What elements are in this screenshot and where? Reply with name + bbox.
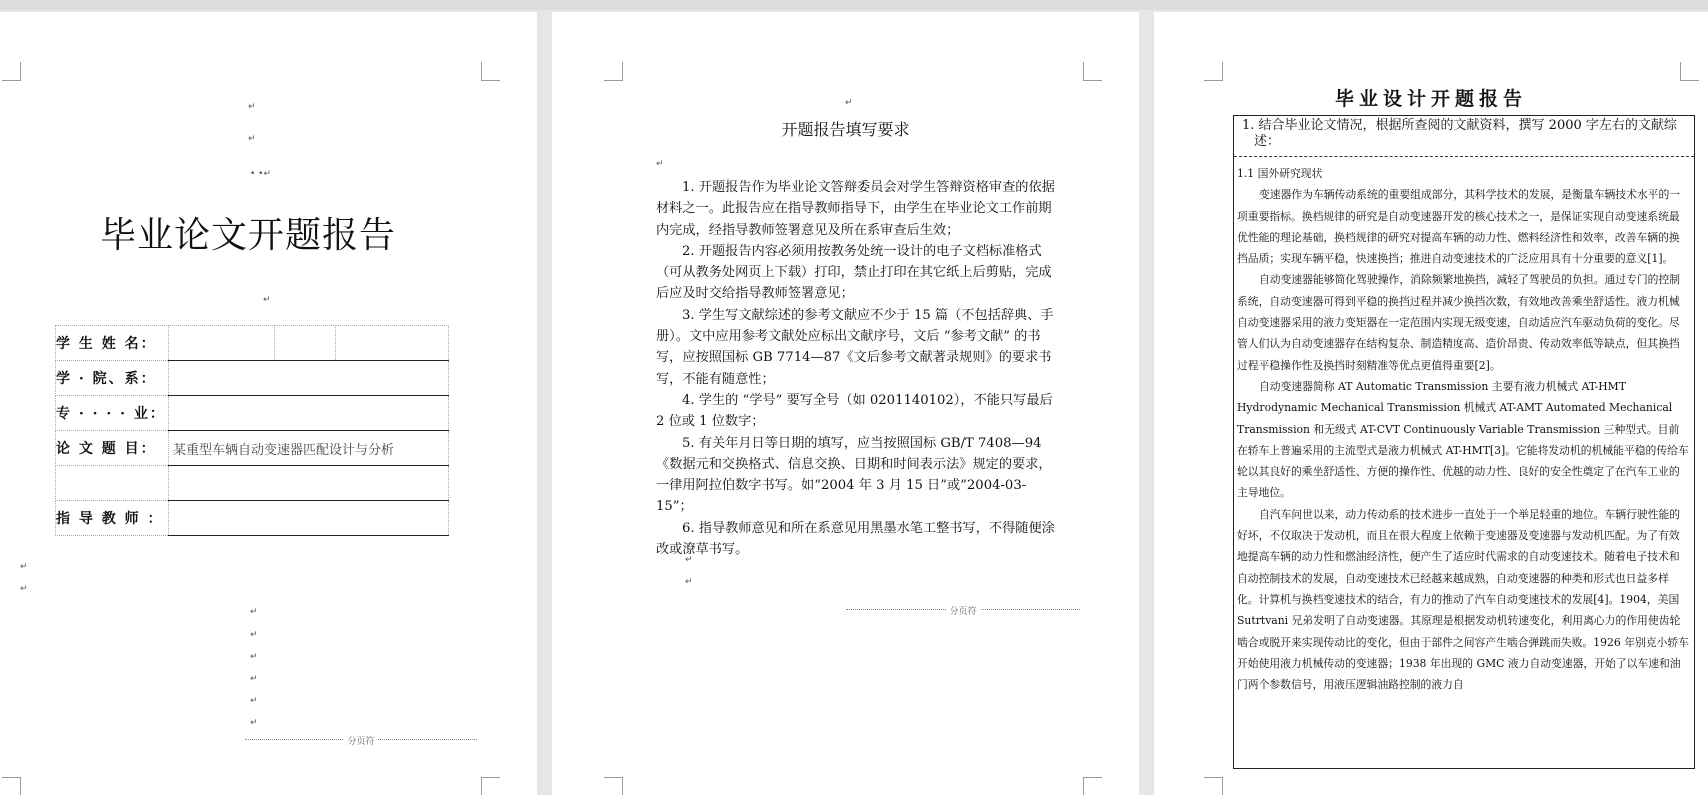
row-label: 学 生 姓 名： bbox=[56, 326, 169, 361]
literature-review-box bbox=[1233, 115, 1695, 769]
requirements-list bbox=[656, 177, 1058, 560]
name-field[interactable] bbox=[169, 326, 275, 361]
document-top-bar bbox=[0, 0, 1708, 10]
page-title: 毕业论文开题报告 bbox=[100, 215, 397, 256]
requirement-item: 6. 指导教师意见和所在系意见用黑墨水笔工整书写，不得随便涂改或潦草书写。 bbox=[656, 520, 1055, 558]
paragraph-mark: ↵ bbox=[656, 159, 664, 169]
paragraph-mark: ↵ bbox=[845, 98, 853, 108]
paragraph-mark: ↵ bbox=[250, 696, 258, 706]
row-label: 专 · · · · 业： bbox=[56, 396, 169, 431]
thesis-topic-field-line2[interactable] bbox=[169, 466, 449, 501]
name-field[interactable] bbox=[275, 326, 336, 361]
major-field[interactable] bbox=[169, 396, 449, 431]
page-title: 毕业设计开题报告 bbox=[1334, 88, 1527, 110]
row-label: 指 导 教 师 ： bbox=[56, 501, 169, 536]
row-label: 论 文 题 目： bbox=[56, 431, 169, 466]
page-break-label: 分页符 bbox=[344, 737, 377, 747]
page-title: 开题报告填写要求 bbox=[781, 120, 910, 139]
crop-mark bbox=[481, 62, 500, 81]
review-body bbox=[1234, 157, 1694, 695]
paragraph-mark: ↵ bbox=[263, 295, 271, 305]
table-row bbox=[56, 501, 449, 536]
requirement-item: 5. 有关年月日等日期的填写，应当按照国标 GB/T 7408—94《数据元和交换格式、信息交换、日期和时间表示法》规定的要求，一律用阿拉伯数字书写。如“2004 年 3 月 15 日”或“2004-03-15”； bbox=[656, 435, 1052, 515]
paragraph-mark: ↵ bbox=[20, 562, 28, 572]
crop-mark bbox=[2, 777, 21, 795]
paragraph-mark: ↵ bbox=[250, 630, 258, 640]
name-field[interactable] bbox=[336, 326, 449, 361]
thesis-topic-field[interactable]: 某重型车辆自动变速器匹配设计与分析 bbox=[169, 431, 449, 466]
paragraph-mark: ↵ bbox=[685, 555, 693, 565]
paragraph-mark: ↵ bbox=[20, 584, 28, 594]
page-break-label: 分页符 bbox=[946, 607, 979, 617]
table-row bbox=[56, 361, 449, 396]
paragraph-mark: ↵ bbox=[250, 607, 258, 617]
table-row bbox=[56, 326, 449, 361]
crop-mark bbox=[1204, 777, 1223, 795]
paragraph-mark: ↵ bbox=[248, 102, 256, 112]
review-paragraph: 变速器作为车辆传动系统的重要组成部分，其科学技术的发展，是衡量车辆技术水平的一项重要指标。换档规律的研究是自动变速器开发的核心技术之一，是保证实现自动变速系统最优性能的理论基础，换档规律的研究对提高车辆的动力性、燃料经济性和效率，改善车辆的换挡品质；实现车辆平稳，快速换挡；推进自动变速技术的广泛应用具有十分重要的意义[1]。 bbox=[1237, 188, 1681, 266]
paragraph-mark: ↵ bbox=[248, 134, 256, 144]
section-heading: 1.1 国外研究现状 bbox=[1237, 167, 1323, 180]
row-label: 学 · 院、系： bbox=[56, 361, 169, 396]
paragraph-mark: ↵ bbox=[250, 718, 258, 728]
crop-mark bbox=[1204, 62, 1223, 81]
requirement-item: 2. 开题报告内容必须用按教务处统一设计的电子文档标准格式（可从教务处网页上下载）打印，禁止打印在其它纸上后剪贴，完成后应及时交给指导教师签署意见； bbox=[656, 243, 1052, 302]
paragraph-mark: ↵ bbox=[685, 577, 693, 587]
requirement-item: 1. 开题报告作为毕业论文答辩委员会对学生答辩资格审查的依据材料之一。此报告应在指导教师指导下，由学生在毕业论文工作前期内完成，经指导教师签署意见及所在系审查后生效； bbox=[656, 180, 1055, 238]
crop-mark bbox=[1680, 62, 1699, 81]
box-heading: 1. 结合毕业论文情况，根据所查阅的文献资料，撰写 2000 字左右的文献综述： bbox=[1234, 116, 1694, 157]
crop-mark bbox=[604, 777, 623, 795]
crop-mark bbox=[1083, 62, 1102, 81]
crop-mark bbox=[2, 62, 21, 81]
document-page-2 bbox=[552, 12, 1139, 795]
review-paragraph: 自汽车问世以来，动力传动系的技术进步一直处于一个举足轻重的地位。车辆行驶性能的好坏，不仅取决于发动机，而且在很大程度上依赖于变速器及变速器与发动机匹配。为了有效地提高车辆的动力性和燃油经济性，便产生了适应时代需求的自动变速技术。随着电子技术和自动控制技术的发展，自动变速技术已经越来越成熟，自动变速器的种类和形式也日益多样化。计算机与换档变速技术的结合，有力的推动了汽车自动变速技术的发展[4]。1904，美国 Sutrtvani 兄弟发明了自动变速器。其原理是根据发动机转速变化，利用离心力的作用使齿轮啮合或脱开来实现传动比的变化，但由于部件之间容产生啮合弹跳而失败。1926 年别克小轿车开始使用液力机械传动的变速器；1938 年出现的 GMC 液力自动变速器，开始了以车速和油门两个参数信号，用液压逻辑油路控制的液力自 bbox=[1237, 507, 1689, 692]
table-row bbox=[56, 396, 449, 431]
table-row bbox=[56, 466, 449, 501]
crop-mark bbox=[481, 777, 500, 795]
paragraph-mark: ↵ bbox=[250, 674, 258, 684]
page-break-marker bbox=[245, 739, 477, 754]
advisor-field[interactable] bbox=[169, 501, 449, 536]
row-label bbox=[56, 466, 169, 501]
college-field[interactable] bbox=[169, 361, 449, 396]
page-break-marker bbox=[846, 609, 1080, 624]
crop-mark bbox=[604, 62, 623, 81]
review-paragraph: 自动变速器能够简化驾驶操作，消除频繁地换挡，减轻了驾驶员的负担。通过专门的控制系统，自动变速器可得到平稳的换挡过程并减少换挡次数，有效地改善乘坐舒适性。液力机械自动变速器采用的液力变矩器在一定范围内实现无级变速，自动适应汽车驱动负荷的变化。尽管人们认为自动变速器存在结构复杂、制造精度高、造价昂贵、传动效率低等缺点，但其换挡过程平稳操作性及换挡时刻精准等优点更值得重要[2]。 bbox=[1237, 273, 1681, 372]
crop-mark bbox=[1083, 777, 1102, 795]
paragraph-mark: • •↵ bbox=[250, 169, 272, 179]
info-table bbox=[55, 325, 449, 536]
requirement-item: 4. 学生的 “学号” 要写全号（如 0201140102），不能只写最后 2 位或 1 位数字； bbox=[656, 392, 1053, 430]
paragraph-mark: ↵ bbox=[250, 652, 258, 662]
document-page-3 bbox=[1154, 12, 1708, 795]
table-row bbox=[56, 431, 449, 466]
review-paragraph: 自动变速器简称 AT Automatic Transmission 主要有液力机械式 AT-HMT Hydrodynamic Mechanical Transmission 机械式 AT-AMT Automated Mechanical Transmission 和无级式 AT-CVT Continuously Variable Transmission 三种型式。目前在轿车上普遍采用的主流型式是液力机械式 AT-HMT[3]。它能将发动机的机械能平稳的传给车轮以其良好的乘坐舒适性、方便的操作性、优越的动力性、良好的安全性奠定了在汽车工业的主导地位。 bbox=[1237, 379, 1689, 500]
requirement-item: 3. 学生写文献综述的参考文献应不少于 15 篇（不包括辞典、手册）。文中应用参考文献处应标出文献序号，文后 “参考文献” 的书写，应按照国标 GB 7714—87《文后参考文献著录规则》的要求书写，不能有随意性； bbox=[656, 307, 1054, 387]
document-page-1 bbox=[0, 12, 537, 795]
